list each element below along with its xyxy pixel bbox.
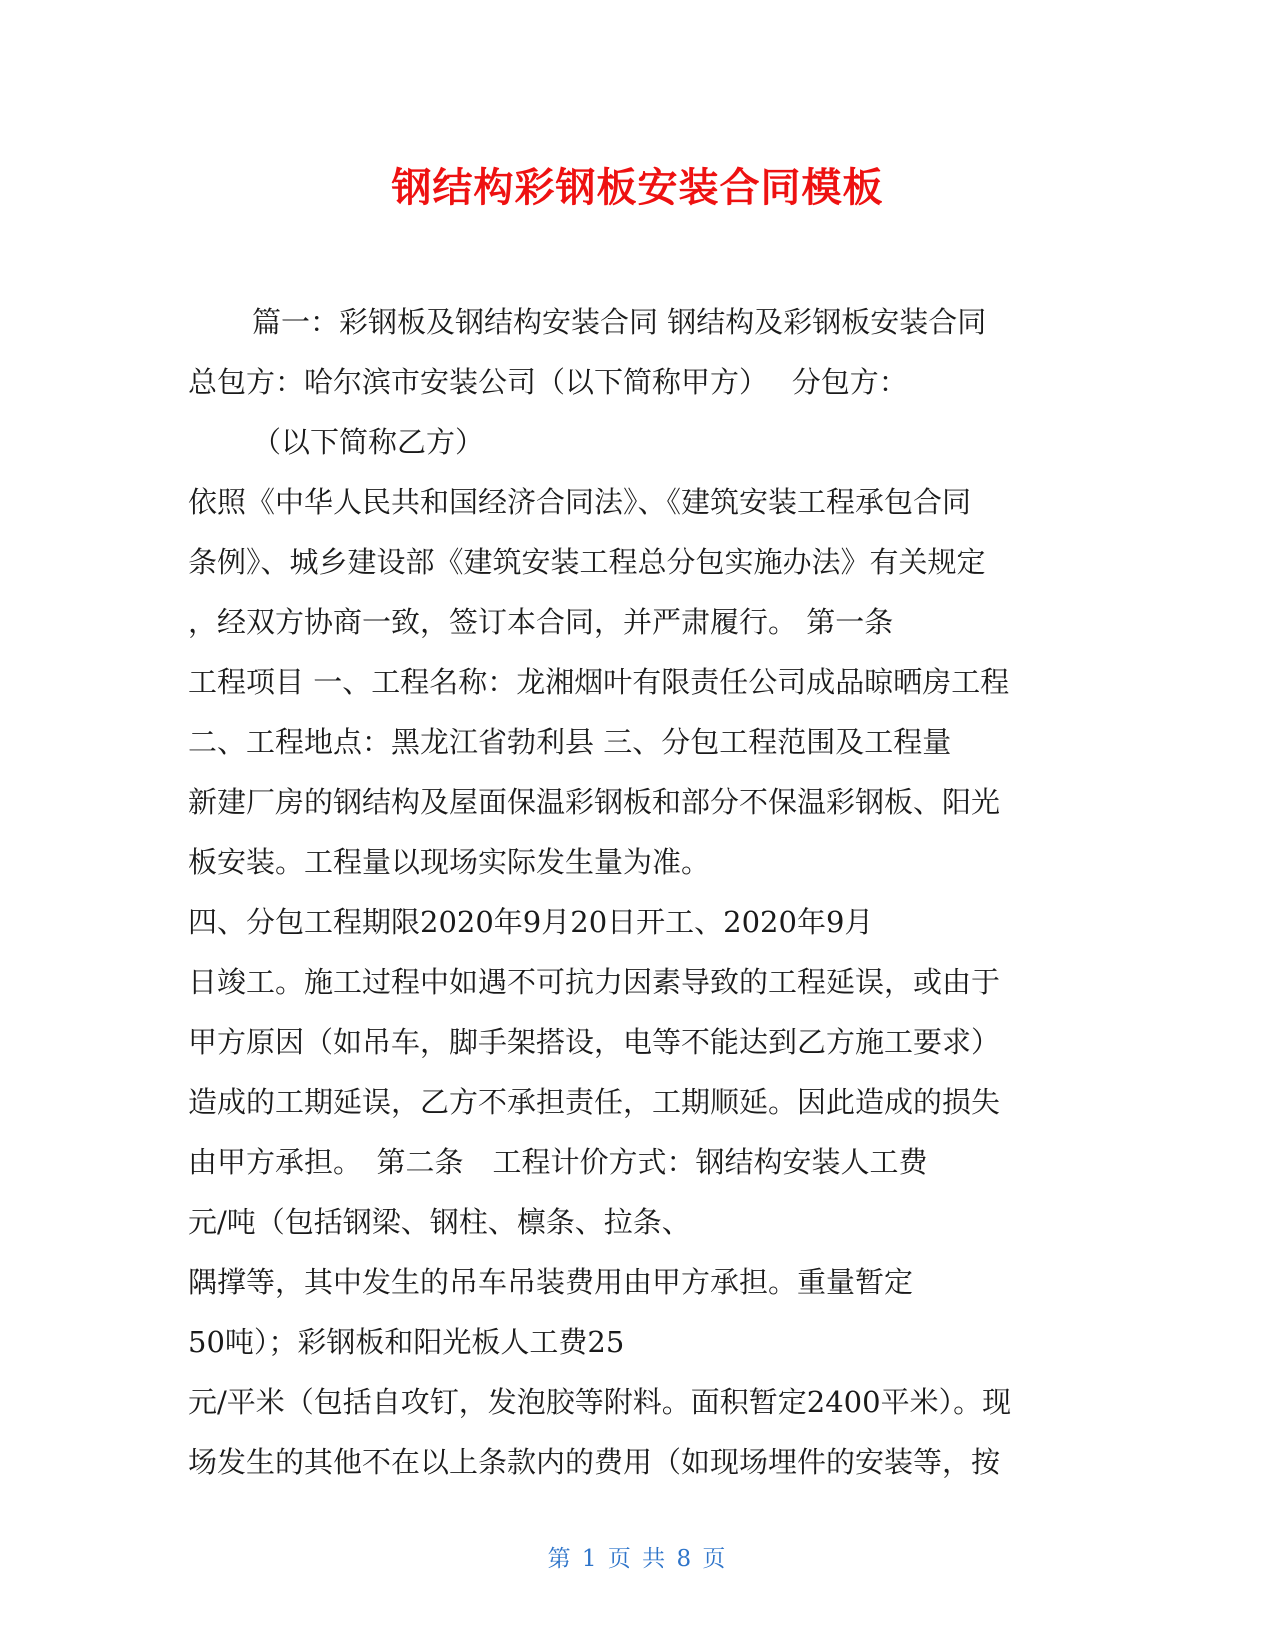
body-line: 篇一：彩钢板及钢结构安装合同 钢结构及彩钢板安装合同 bbox=[252, 305, 987, 339]
body-line: ，经双方协商一致，签订本合同，并严肃履行。 第一条 bbox=[188, 605, 894, 639]
document-title: 钢结构彩钢板安装合同模板 bbox=[391, 165, 884, 211]
body-line: 条例》、城乡建设部《建筑安装工程总分包实施办法》有关规定 bbox=[188, 545, 986, 579]
body-line: 总包方：哈尔滨市安装公司（以下简称甲方） 分包方： bbox=[188, 365, 908, 399]
body-line: 新建厂房的钢结构及屋面保温彩钢板和部分不保温彩钢板、阳光 bbox=[188, 785, 1001, 819]
body-line: 工程项目 一、工程名称：龙湘烟叶有限责任公司成品晾晒房工程 bbox=[188, 665, 1010, 699]
body-line: 依照《中华人民共和国经济合同法》、《建筑安装工程承包合同 bbox=[188, 485, 972, 519]
body-line: 二、工程地点：黑龙江省勃利县 三、分包工程范围及工程量 bbox=[188, 725, 952, 759]
body-line: 元/平米（包括自攻钉，发泡胶等附料。面积暂定2400平米）。现 bbox=[188, 1385, 1012, 1419]
body-line: 板安装。工程量以现场实际发生量为准。 bbox=[188, 845, 711, 879]
body-line: 四、分包工程期限2020年9月20日开工、2020年9月 bbox=[188, 905, 874, 939]
body-line: （以下简称乙方） bbox=[252, 425, 485, 459]
body-line: 50吨）；彩钢板和阳光板人工费25 bbox=[188, 1325, 625, 1359]
page-number-footer: 第 1 页 共 8 页 bbox=[547, 1546, 728, 1572]
document-body bbox=[188, 292, 1088, 1492]
body-line: 元/吨（包括钢梁、钢柱、檩条、拉条、 bbox=[188, 1205, 691, 1239]
body-line: 日竣工。施工过程中如遇不可抗力因素导致的工程延误，或由于 bbox=[188, 965, 1001, 999]
body-line: 场发生的其他不在以上条款内的费用（如现场埋件的安装等，按 bbox=[188, 1445, 1001, 1479]
body-line: 造成的工期延误，乙方不承担责任，工期顺延。因此造成的损失 bbox=[188, 1085, 1001, 1119]
body-line: 隅撑等，其中发生的吊车吊装费用由甲方承担。重量暂定 bbox=[188, 1265, 914, 1299]
body-line: 由甲方承担。 第二条 工程计价方式：钢结构安装人工费 bbox=[188, 1145, 928, 1179]
body-line: 甲方原因（如吊车，脚手架搭设，电等不能达到乙方施工要求） bbox=[188, 1025, 1001, 1059]
